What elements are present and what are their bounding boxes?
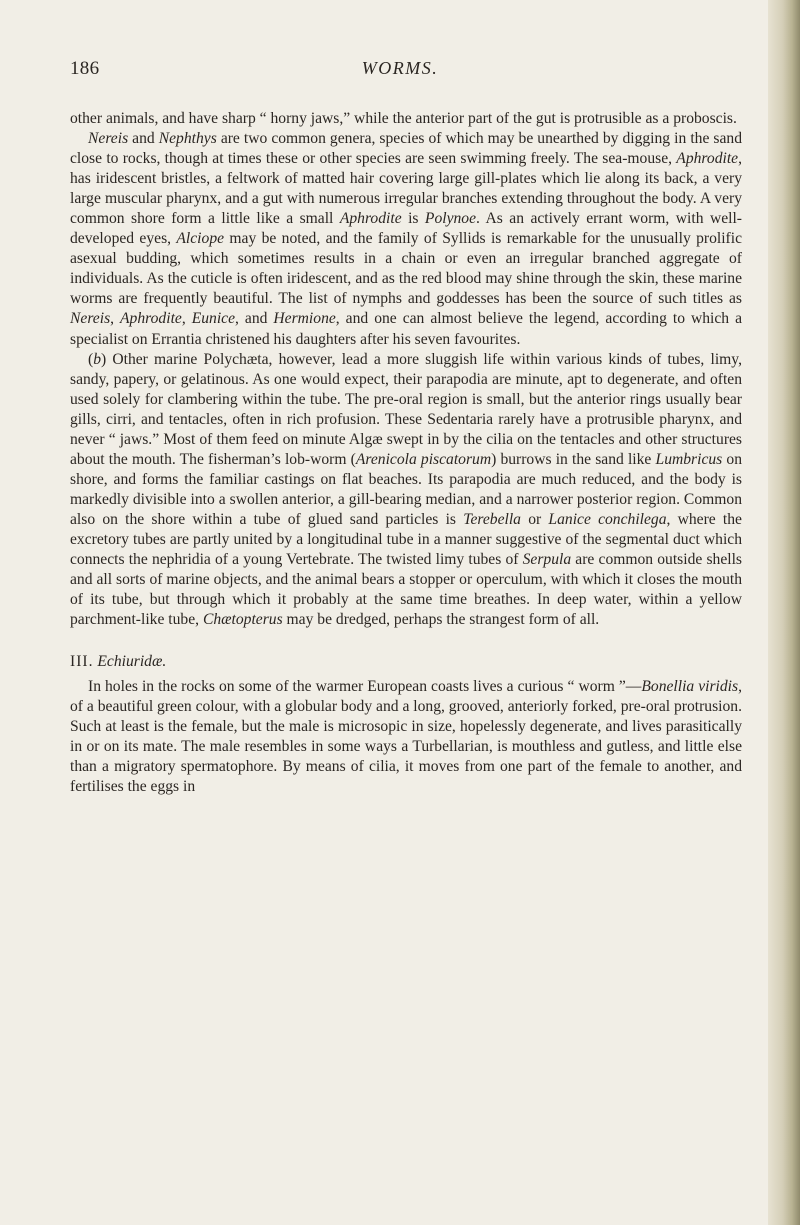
text-run: ) Other marine Polychæta, however, lead a more sluggish life within various kinds of tubes, limy, sandy, papery, or gelatinous. As one would expect, their parapodia are minute, apt to degenerate, and often used solely for clambering within the tube. The pre-oral region is small, but the anterior rings usually bear gills, cirri, and tentacles, often in rich profusion. These Sedentaria rarely have a protrusible pharynx, and never “ jaws.” Most of them feed on minute Algæ swept in by the cilia on the tentacles and other structures about the mouth. The fisherman’s lob-worm ( xyxy=(70,350,742,468)
text-run: ( xyxy=(88,350,94,368)
paragraph-errantia xyxy=(70,129,742,350)
text-run: are two common genera, species of which may be unearthed by digging in the sand close to rocks, though at times these or other species are seen swimming freely. The sea-mouse, xyxy=(70,130,742,168)
italic-term: Serpula xyxy=(522,551,572,569)
text-run: or xyxy=(520,510,549,528)
text-run: , of a beautiful green colour, with a globular body and a long, grooved, anteriorly forked, pre-oral protrusion. Such at least is the female, but the male is microsopic in size, hopelessly degenerate, and lives parasitically in or on its mate. The male resembles in some ways a Turbellarian, is mouthless and gutless, and little else than a migratory spermatophore. By means of cilia, it moves from one part of the female to another, and fertilises the eggs in xyxy=(70,678,742,796)
italic-term: Eunice xyxy=(191,310,236,328)
text-run: other animals, and have sharp “ horny jaws,” while the anterior part of the gut is protrusible as a proboscis. xyxy=(70,110,737,127)
text-run: , and xyxy=(235,310,274,328)
section-heading xyxy=(70,652,742,672)
text-run: are common outside shells and all sorts of marine objects, and the animal bears a stopper or operculum, with which it closes the mouth of its tube, but through which it probably at the same time breathes. In deep water, within a yellow parchment-like tube, xyxy=(70,551,742,629)
text-run: , xyxy=(181,310,192,328)
italic-term: Lanice conchilega xyxy=(548,510,667,528)
text-run: ) burrows in the sand like xyxy=(491,450,656,468)
text-run: , has iridescent bristles, a feltwork of matted hair covering large gill-plates which lie along its back, a very large muscular pharynx, and a gut with numerous irregular branches extending throughout the body. A very common shore form a little like a small xyxy=(70,150,742,228)
paragraph-echiuridae xyxy=(70,677,742,797)
italic-term: Hermione xyxy=(273,310,336,328)
italic-term: Nephthys xyxy=(158,130,217,148)
italic-term: Nereis xyxy=(70,310,111,328)
text-run: may be dredged, perhaps the strangest form of all. xyxy=(282,611,600,629)
text-run: and xyxy=(128,130,159,148)
text-run: , and one can almost believe the legend, according to which a specialist on Errantia christened his daughters after his seven favourites. xyxy=(70,310,742,348)
page-number: 186 xyxy=(70,58,100,79)
text-run: on shore, and forms the familiar castings on flat beaches. Its parapodia are much reduced, and the body is markedly divisible into a swollen anterior, a gill-bearing median, and a narrower posterior region. Common also on the shore within a tube of glued sand particles is xyxy=(70,450,743,528)
italic-term: Nereis xyxy=(88,130,129,148)
italic-term: Aphrodite xyxy=(120,310,182,328)
italic-term: Bonellia viridis xyxy=(641,678,739,696)
section-number: III. xyxy=(70,653,94,671)
running-head: WORMS. xyxy=(361,58,439,78)
paragraph-continued xyxy=(70,109,742,129)
italic-term: Aphrodite xyxy=(339,210,402,228)
italic-term: Alciope xyxy=(176,230,225,248)
page-edge xyxy=(768,0,800,1225)
italic-term: Lumbricus xyxy=(655,450,723,468)
text-run: may be noted, and the family of Syllids is remarkable for the unusually prolific asexual budding, which sometimes results in a chain or even an irregular branched aggregate of individuals. As the cuticle is often iridescent, and as the red blood may shine through the skin, these marine worms are frequently beautiful. The list of nymphs and goddesses has been the source of such titles as xyxy=(70,230,743,308)
italic-term: b xyxy=(93,350,101,368)
body-text xyxy=(70,109,742,798)
text-run: , xyxy=(110,310,121,328)
text-run: . As an actively errant worm, with well-developed eyes, xyxy=(70,210,742,248)
text-run: , where the excretory tubes are partly united by a longitudinal tube in a manner suggestive of the segmental duct which connects the nephridia of a young Vertebrate. The twisted limy tubes of xyxy=(70,510,742,569)
paragraph-sedentaria xyxy=(70,350,742,631)
italic-term: Terebella xyxy=(463,510,521,528)
section-title: Echiuridæ. xyxy=(97,653,167,671)
italic-term: Polynoe xyxy=(424,210,477,228)
text-run: is xyxy=(401,210,425,228)
page-header xyxy=(70,58,730,84)
text-run: In holes in the rocks on some of the warmer European coasts lives a curious “ worm ”— xyxy=(88,678,642,696)
italic-term: Chætopterus xyxy=(202,611,283,629)
italic-term: Aphrodite xyxy=(676,150,739,168)
italic-term: Arenicola piscatorum xyxy=(355,450,492,468)
